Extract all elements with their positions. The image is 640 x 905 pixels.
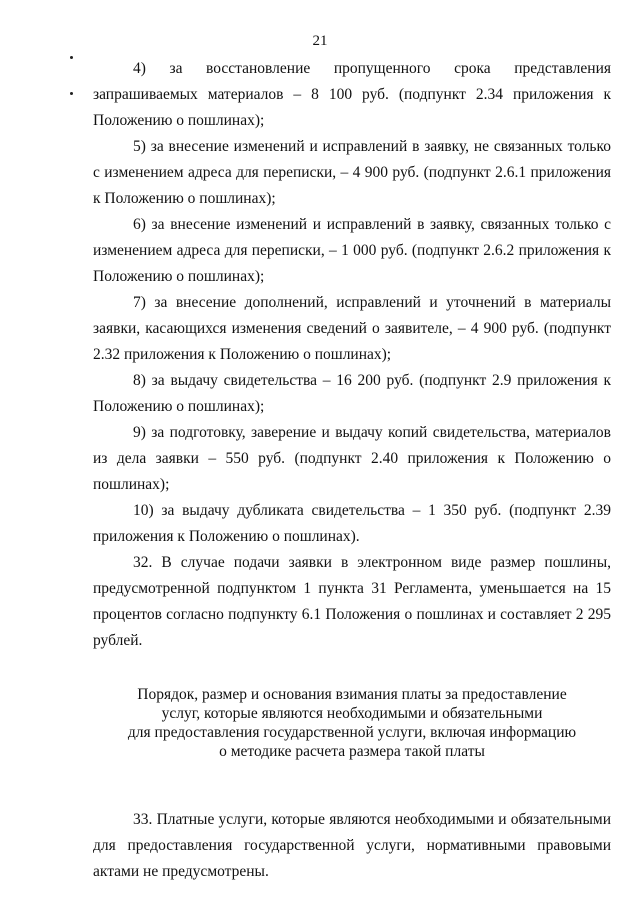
paragraph-item-4: 4) за восстановление пропущенного срока представления запрашиваемых материалов – 8 100 руб. (подпункт 2.34 приложения к Положению о пошлинах); <box>93 60 611 129</box>
document-body <box>93 56 611 885</box>
heading-line: Порядок, размер и основания взимания платы за предоставление <box>137 686 567 703</box>
paragraph-item-9: 9) за подготовку, заверение и выдачу копий свидетельства, материалов из дела заявки – 550 руб. (подпункт 2.40 приложения к Положению о пошлинах); <box>93 424 611 493</box>
heading-line: для предоставления государственной услуги, включая информацию <box>127 724 577 741</box>
section-heading <box>93 685 611 761</box>
page-number: 21 <box>312 33 328 49</box>
paragraph-item-8: 8) за выдачу свидетельства – 16 200 руб. (подпункт 2.9 приложения к Положению о пошлинах); <box>93 372 611 415</box>
paragraph-item-7: 7) за внесение дополнений, исправлений и уточнений в материалы заявки, касающихся изменения сведений о заявителе, – 4 900 руб. (подпункт 2.32 приложения к Положению о пошлинах); <box>93 294 611 363</box>
heading-line: о методике расчета размера такой платы <box>219 743 485 760</box>
paragraph-33: 33. Платные услуги, которые являются необходимыми и обязательными для предоставления государственной услуги, нормативными правовыми актами не предусмотрены. <box>93 811 611 880</box>
scan-dot-mark <box>70 92 73 95</box>
heading-line: услуг, которые являются необходимыми и обязательными <box>161 705 543 722</box>
paragraph-item-6: 6) за внесение изменений и исправлений в заявку, связанных только с изменением адреса для переписки, – 1 000 руб. (подпункт 2.6.2 приложения к Положению о пошлинах); <box>93 216 611 285</box>
scan-dot-mark <box>70 56 73 59</box>
paragraph-32: 32. В случае подачи заявки в электронном виде размер пошлины, предусмотренной подпунктом 1 пункта 31 Регламента, уменьшается на 15 процентов согласно подпункту 6.1 Положения о пошлинах и составляет 2 295 рублей. <box>93 554 611 649</box>
paragraph-item-5: 5) за внесение изменений и исправлений в заявку, не связанных только с изменением адреса для переписки, – 4 900 руб. (подпункт 2.6.1 приложения к Положению о пошлинах); <box>93 138 611 207</box>
paragraph-item-10: 10) за выдачу дубликата свидетельства – 1 350 руб. (подпункт 2.39 приложения к Положению о пошлинах). <box>93 502 611 545</box>
